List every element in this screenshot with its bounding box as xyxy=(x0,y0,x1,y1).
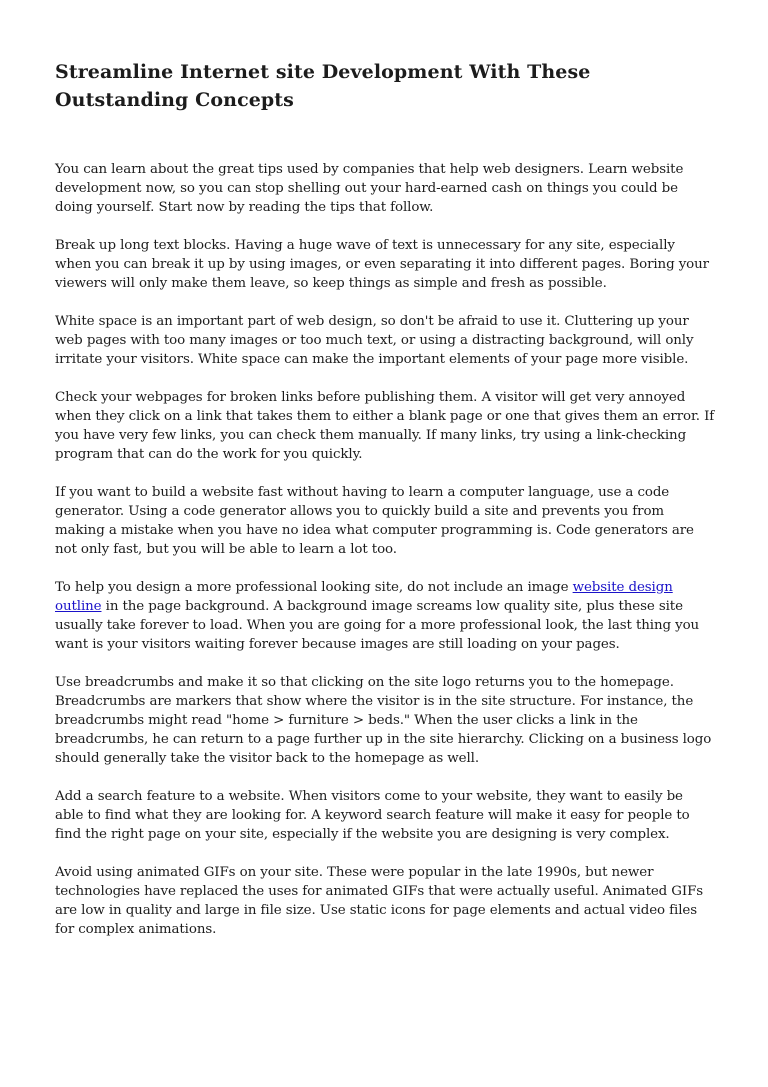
paragraph-search-feature: Add a search feature to a website. When visitors come to your website, they want to easily be able to find what they are looking for. A keyword search feature will make it easy for people to find the right page on your site, especially if the website you are designing is very complex. xyxy=(55,789,690,842)
page-title: Streamline Internet site Development With These Outstanding Concepts xyxy=(55,61,591,111)
paragraph-text-blocks: Break up long text blocks. Having a huge wave of text is unnecessary for any site, especially when you can break it up by using images, or even separating it into different pages. Boring your viewers will only make them leave, so keep things as simple and fresh as possible. xyxy=(55,238,709,291)
paragraph-white-space: White space is an important part of web design, so don't be afraid to use it. Cluttering up your web pages with too many images or too much text, or using a distracting background, will only irritate your visitors. White space can make the important elements of your page more visible. xyxy=(55,314,694,367)
paragraph-breadcrumbs: Use breadcrumbs and make it so that clicking on the site logo returns you to the homepage. Breadcrumbs are markers that show where the visitor is in the site structure. For instance, the breadcrumbs might read "home > furniture > beds." When the user clicks a link in the breadcrumbs, he can return to a page further up in the site hierarchy. Clicking on a business logo should generally take the visitor back to the homepage as well. xyxy=(55,675,712,766)
paragraph-background-image-before: To help you design a more professional looking site, do not include an image xyxy=(55,580,573,595)
paragraph-background-image xyxy=(55,578,715,654)
website-design-outline-link[interactable]: website design outline xyxy=(55,580,673,614)
paragraph-animated-gifs: Avoid using animated GIFs on your site. These were popular in the late 1990s, but newer technologies have replaced the uses for animated GIFs that were actually useful. Animated GIFs are low in quality and large in file size. Use static icons for page elements and actual video files for complex animations. xyxy=(55,865,704,937)
document-page xyxy=(55,58,715,958)
paragraph-background-image-after: in the page background. A background image screams low quality site, plus these site usually take forever to load. When you are going for a more professional look, the last thing you want is your visitors waiting forever because images are still loading on your pages. xyxy=(55,599,700,652)
paragraph-code-generator: If you want to build a website fast without having to learn a computer language, use a code generator. Using a code generator allows you to quickly build a site and prevents you from making a mistake when you have no idea what computer programming is. Code generators are not only fast, but you will be able to learn a lot too. xyxy=(55,485,694,557)
paragraph-broken-links: Check your webpages for broken links before publishing them. A visitor will get very annoyed when they click on a link that takes them to either a blank page or one that gives them an error. If you have very few links, you can check them manually. If many links, try using a link-checking program that can do the work for you quickly. xyxy=(55,390,715,462)
paragraph-intro: You can learn about the great tips used by companies that help web designers. Learn website development now, so you can stop shelling out your hard-earned cash on things you could be doing yourself. Start now by reading the tips that follow. xyxy=(55,162,684,215)
